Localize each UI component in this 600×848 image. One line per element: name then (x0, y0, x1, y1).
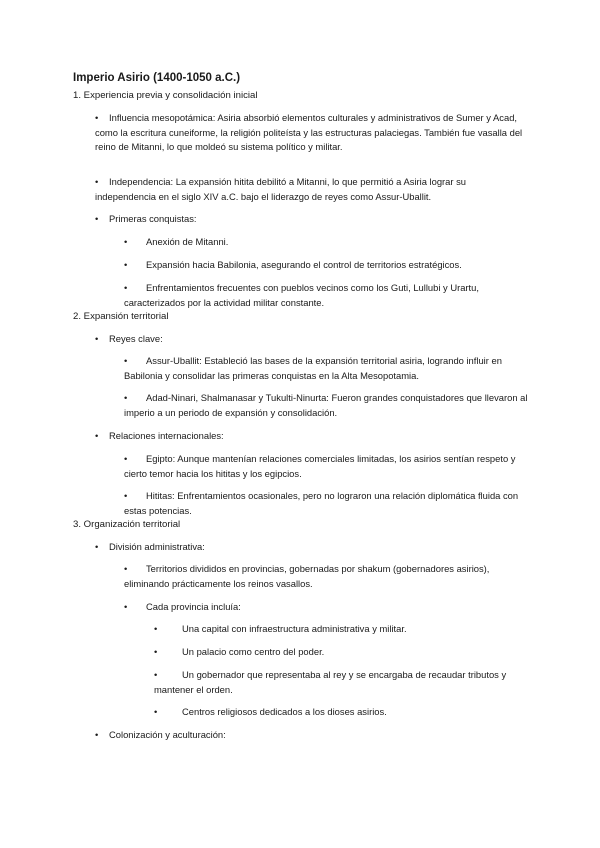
list-item (95, 429, 525, 444)
sub-sub-list-item (154, 668, 526, 697)
list-item (95, 540, 525, 555)
list-item (95, 175, 525, 204)
bullet: • (124, 453, 128, 464)
list-item (95, 728, 525, 743)
item-text: Anexión de Mitanni. (146, 236, 229, 247)
bullet: • (124, 282, 128, 293)
item-text: Adad-Ninari, Shalmanasar y Tukulti-Ninurta: Fueron grandes conquistadores que llevaron al imperio a un periodo de expansión y consolidación. (124, 392, 528, 418)
bullet: • (154, 646, 158, 657)
item-text: Centros religiosos dedicados a los dioses asirios. (182, 706, 387, 717)
bullet: • (95, 112, 99, 123)
item-text: Enfrentamientos frecuentes con pueblos vecinos como los Guti, Lullubi y Urartu, caracterizados por la actividad militar constante. (124, 282, 479, 308)
item-text: Primeras conquistas: (109, 213, 197, 224)
item-text: Territorios divididos en provincias, gobernadas por shakum (gobernadores asirios), eliminando prácticamente los reinos vasallos. (124, 563, 490, 589)
bullet: • (95, 176, 99, 187)
list-item (95, 332, 525, 347)
bullet: • (124, 355, 128, 366)
item-text: Expansión hacia Babilonia, asegurando el control de territorios estratégicos. (146, 259, 462, 270)
item-text: Colonización y aculturación: (109, 729, 226, 740)
section-1-heading: 1. Experiencia previa y consolidación inicial (73, 90, 258, 101)
item-text: Assur-Uballit: Estableció las bases de la expansión territorial asiria, logrando influir en Babilonia y consolidar las primeras conquistas en la Alta Mesopotamia. (124, 355, 502, 381)
item-text: Un palacio como centro del poder. (182, 646, 325, 657)
bullet: • (124, 259, 128, 270)
bullet: • (95, 213, 99, 224)
item-text: Reyes clave: (109, 333, 163, 344)
item-text: Relaciones internacionales: (109, 430, 224, 441)
item-text: Hititas: Enfrentamientos ocasionales, pero no lograron una relación diplomática fluida con estas potencias. (124, 490, 519, 516)
sub-list-item (124, 452, 528, 481)
item-text: Influencia mesopotámica: Asiria absorbió elementos culturales y administrativos de Sumer y Acad, como la escritura cuneiforme, la religión politeísta y las estructuras palaciegas. También fue vasalla del reino de Mitanni, lo que moldeó su sistema político y militar. (95, 112, 523, 152)
bullet: • (124, 236, 128, 247)
item-text: Una capital con infraestructura administrativa y militar. (182, 623, 407, 634)
sub-list-item (124, 354, 528, 383)
bullet: • (154, 706, 158, 717)
sub-list-item (124, 600, 528, 615)
bullet: • (95, 430, 99, 441)
sub-sub-list-item (154, 705, 526, 720)
sub-list-item (124, 258, 528, 273)
sub-list-item (124, 391, 528, 420)
sub-list-item (124, 281, 528, 310)
sub-sub-list-item (154, 645, 526, 660)
document-title: Imperio Asirio (1400-1050 a.C.) (73, 72, 241, 84)
sub-list-item (124, 562, 528, 591)
bullet: • (124, 601, 128, 612)
item-text: Independencia: La expansión hitita debilitó a Mitanni, lo que permitió a Asiria lograr su independencia en el siglo XIV a.C. bajo el liderazgo de reyes como Assur-Uballit. (95, 176, 466, 202)
sub-list-item (124, 489, 528, 518)
item-text: Egipto: Aunque mantenían relaciones comerciales limitadas, los asirios sentían respeto y cierto temor hacia los hititas y los egipcios. (124, 453, 516, 479)
bullet: • (154, 669, 158, 680)
sub-sub-list-item (154, 622, 526, 637)
bullet: • (95, 541, 99, 552)
section-3-heading: 3. Organización territorial (73, 519, 181, 530)
bullet: • (95, 333, 99, 344)
bullet: • (124, 392, 128, 403)
bullet: • (124, 490, 128, 501)
section-2-heading: 2. Expansión territorial (73, 311, 169, 322)
item-text: Un gobernador que representaba al rey y se encargaba de recaudar tributos y mantener el orden. (154, 669, 507, 695)
item-text: Cada provincia incluía: (146, 601, 241, 612)
item-text: División administrativa: (109, 541, 205, 552)
bullet: • (124, 563, 128, 574)
sub-list-item (124, 235, 528, 250)
list-item (95, 111, 525, 155)
list-item (95, 212, 525, 227)
bullet: • (154, 623, 158, 634)
bullet: • (95, 729, 99, 740)
